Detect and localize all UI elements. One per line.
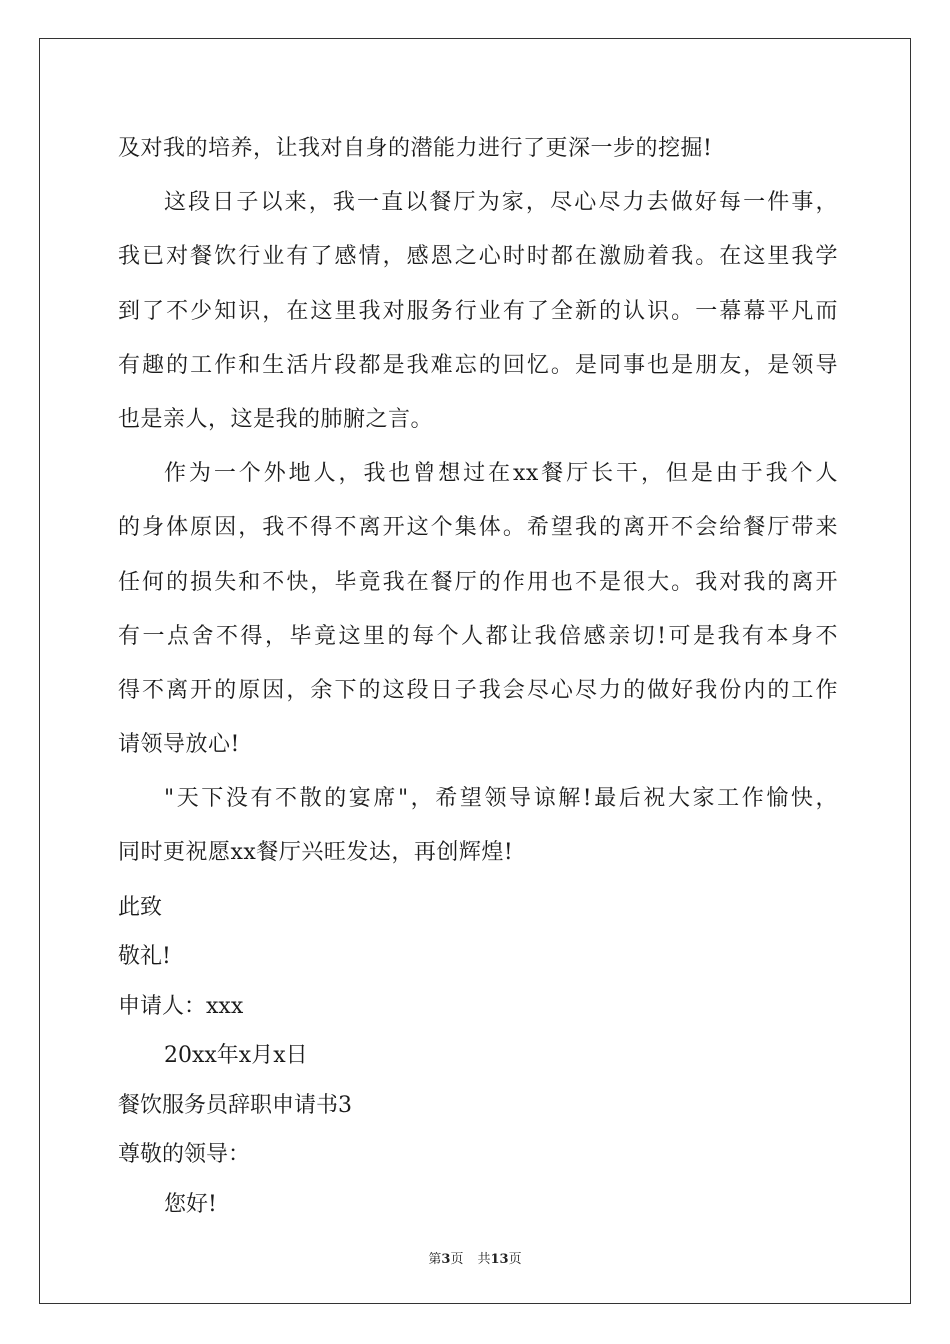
footer-page-prefix: 第	[428, 1252, 442, 1267]
body-line: 的身体原因，我不得不离开这个集体。希望我的离开不会给餐厅带来	[118, 515, 838, 541]
footer-total-suffix: 页	[508, 1252, 522, 1267]
footer-page-suffix: 页	[450, 1252, 464, 1267]
footer-total-prefix: 共	[477, 1252, 491, 1267]
body-line: 及对我的培养，让我对自身的潜能力进行了更深一步的挖掘!	[118, 136, 713, 161]
body-line: 这段日子以来，我一直以餐厅为家，尽心尽力去做好每一件事，	[164, 190, 838, 216]
body-line: 得不离开的原因，余下的这段日子我会尽心尽力的做好我份内的工作	[118, 677, 838, 703]
body-line: 作为一个外地人，我也曾想过在xx餐厅长干，但是由于我个人	[164, 461, 838, 487]
body-line: 同时更祝愿xx餐厅兴旺发达，再创辉煌!	[118, 840, 514, 866]
document-body	[118, 126, 838, 1231]
footer-page-number: 3	[441, 1252, 451, 1267]
body-line: 有趣的工作和生活片段都是我难忘的回忆。是同事也是朋友，是领导	[118, 352, 838, 378]
body-line: 请领导放心!	[118, 732, 240, 758]
body-line: "天下没有不散的宴席"，希望领导谅解!最后祝大家工作愉快，	[164, 786, 838, 812]
date-line: 20xx年x月x日	[164, 1043, 308, 1069]
body-line: 我已对餐饮行业有了感情，感恩之心时时都在激励着我。在这里我学	[118, 244, 838, 270]
page-footer	[0, 1248, 950, 1267]
section-title: 餐饮服务员辞职申请书3	[118, 1092, 352, 1118]
closing-line: 此致	[118, 894, 163, 920]
body-line: 有一点舍不得，毕竟这里的每个人都让我倍感亲切!可是我有本身不	[118, 623, 838, 649]
greeting-line: 您好!	[164, 1191, 217, 1217]
body-line: 到了不少知识，在这里我对服务行业有了全新的认识。一幕幕平凡而	[118, 298, 838, 324]
closing-salute: 敬礼!	[118, 944, 171, 970]
body-line: 任何的损失和不快，毕竟我在餐厅的作用也不是很大。我对我的离开	[118, 569, 838, 595]
footer-total-number: 13	[490, 1252, 509, 1267]
applicant-line: 申请人：xxx	[118, 993, 244, 1019]
body-line: 也是亲人，这是我的肺腑之言。	[118, 406, 434, 432]
salutation-line: 尊敬的领导：	[118, 1142, 251, 1168]
